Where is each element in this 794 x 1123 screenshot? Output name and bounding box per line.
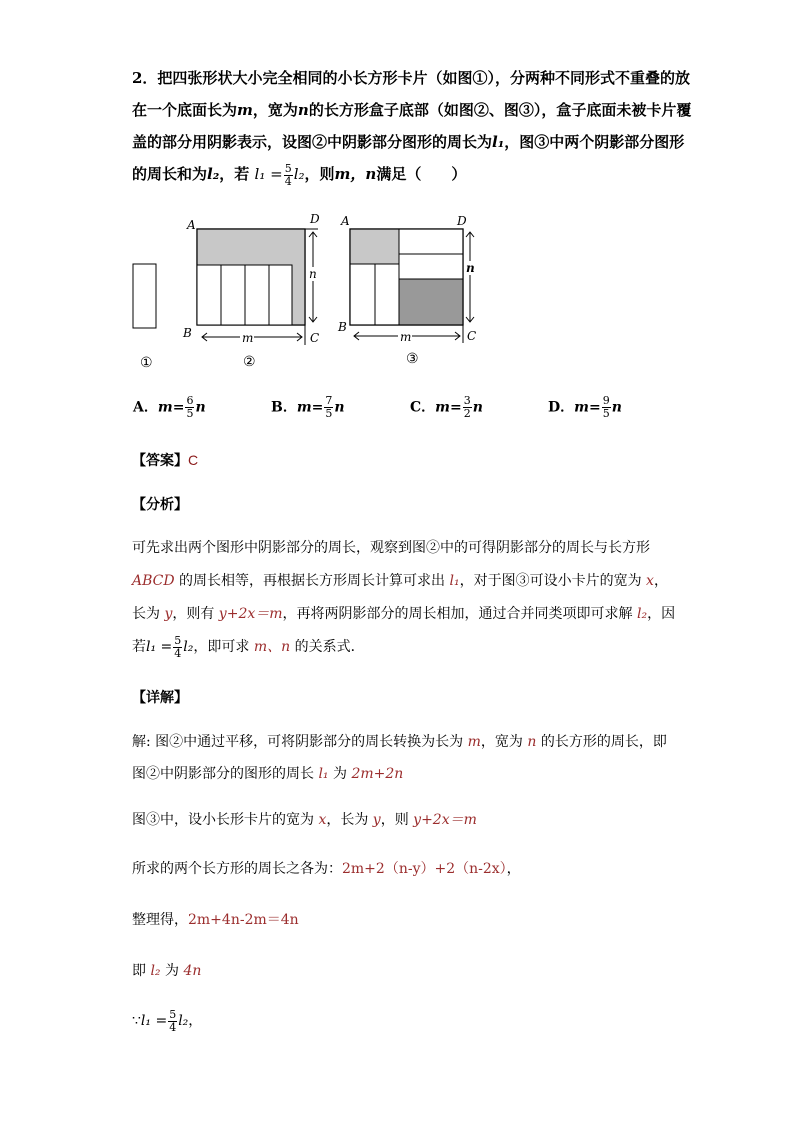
detail-heading: 【详解】 xyxy=(132,690,188,706)
fig3-card xyxy=(375,264,399,325)
detail-paragraph-4: 整理得，2m+4n-2m＝4n xyxy=(132,912,299,928)
answer-label: 【答案】 xyxy=(132,453,188,469)
detail-paragraph-3: 所求的两个长方形的周长之各为：2m+2（n-y）+2（n-2x）， xyxy=(132,861,521,877)
fig2-point-b: B xyxy=(183,326,192,340)
answer-value: C xyxy=(188,452,199,468)
detail-paragraph-6: ∵l₁ = $\frac{5}{4}$ l₂， xyxy=(132,1007,203,1034)
question-text xyxy=(132,62,692,192)
question-line-4: 的周长和为l₂，若 l₁ = $\frac{5}{4}$ l₂，则m，n满足（ ） xyxy=(132,161,467,188)
fig2-shade-right xyxy=(292,229,305,325)
fig3-card xyxy=(399,254,463,279)
fig2-point-d: D xyxy=(310,212,320,226)
fig3-shade-bottom-right xyxy=(399,279,463,325)
question-line-1: 2．把四张形状大小完全相同的小长方形卡片（如图①），分两种不同形式不重叠的放 xyxy=(132,69,690,87)
fig2-n-label: n xyxy=(309,267,317,281)
fig2-shade-top xyxy=(197,229,305,265)
fig3-point-b: B xyxy=(338,320,347,334)
fig3-point-c: C xyxy=(467,329,477,343)
fig3-point-a: A xyxy=(341,214,350,228)
fig1-card xyxy=(133,264,156,328)
analysis-text: 可先求出两个图形中阴影部分的周长，观察到图②中的可得阴影部分的周长与长方形 ABCD 的周长相等，再根据长方形周长计算可求出 l₁，对于图③可设小卡片的宽为 x， 长为 y，则有 y+2x＝m，再将两阴影部分的周长相加，通过合并同类项即可求解 l₂，因 若l₁ = $\frac{5}{4}$ l₂，即可求 m、n 的关系式． xyxy=(132,540,676,660)
fig2 xyxy=(182,212,320,370)
fig2-card xyxy=(269,265,292,325)
question-line-2: 在一个底面长为m，宽为n的长方形盒子底部（如图②、图③），盒子底面未被卡片覆 xyxy=(132,101,692,119)
fig1-label: ① xyxy=(140,355,153,371)
fig3 xyxy=(337,214,476,367)
question-line-3: 盖的部分用阴影表示，设图②中阴影部分图形的周长为l₁，图③中两个阴影部分图形 xyxy=(132,133,685,151)
figures xyxy=(120,205,510,375)
fig3-shade-top-left xyxy=(350,229,399,264)
answer xyxy=(132,450,198,470)
fig3-point-d: D xyxy=(457,214,467,228)
detail-paragraph-1: 解: 图②中通过平移，可将阴影部分的周长转换为长为 m，宽为 n 的长方形的周长，即 图②中阴影部分的图形的周长 l₁ 为 2m+2n xyxy=(132,734,667,782)
option-c[interactable]: C．m= $\frac{3}{2}$ n xyxy=(410,394,483,420)
fig2-point-c: C xyxy=(310,331,320,345)
detail-paragraph-5: 即 l₂ 为 4n xyxy=(132,963,202,979)
fig2-card xyxy=(245,265,269,325)
fig2-label: ② xyxy=(243,354,256,370)
fig3-card xyxy=(399,229,463,254)
analysis-heading: 【分析】 xyxy=(132,497,188,513)
fig2-card xyxy=(221,265,245,325)
fig3-m-label: m xyxy=(400,330,412,344)
option-b[interactable]: B．m= $\frac{7}{5}$ n xyxy=(271,394,345,420)
fig3-label: ③ xyxy=(406,351,419,367)
fig2-card xyxy=(197,265,221,325)
option-a[interactable]: A．m= $\frac{6}{5}$ n xyxy=(133,394,206,420)
fig2-m-label: m xyxy=(242,331,254,345)
fig3-n-label: n xyxy=(466,261,475,275)
fig3-card xyxy=(350,264,375,325)
option-d[interactable]: D．m= $\frac{9}{5}$ n xyxy=(548,394,622,420)
fig2-point-a: A xyxy=(187,218,196,232)
detail-paragraph-2: 图③中，设小长形卡片的宽为 x，长为 y，则 y+2x＝m xyxy=(132,812,477,828)
